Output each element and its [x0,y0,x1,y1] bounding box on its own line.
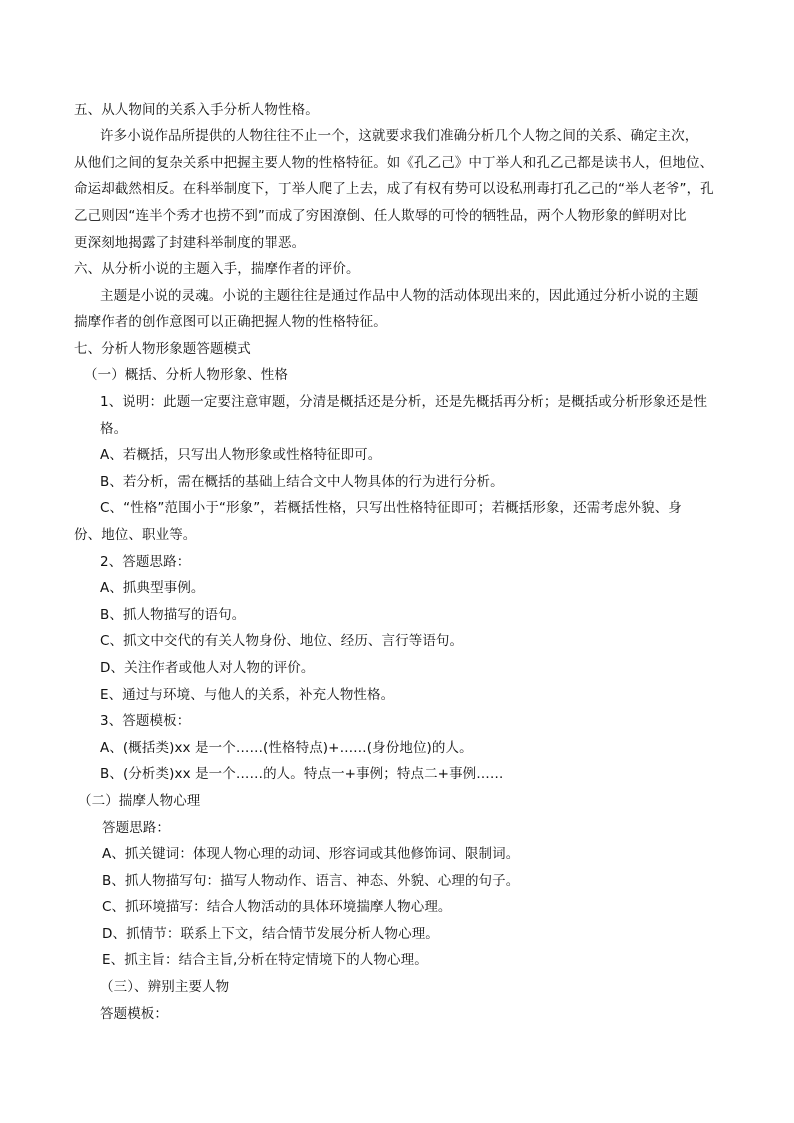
list-item: A、抓关键词：体现人物心理的动词、形容词或其他修饰词、限制词。 [102,846,520,862]
list-item: D、关注作者或他人对人物的评价。 [100,660,315,676]
list-item: A、抓典型事例。 [100,580,205,596]
list-item: E、通过与环境、与他人的关系，补充人物性格。 [100,687,395,703]
list-item: B、(分析类)xx 是一个……的人。特点一+事例；特点二+事例…… [100,766,504,782]
paragraph-line: 揣摩作者的创作意图可以正确把握人物的性格特征。 [74,314,387,330]
list-item: C、抓文中交代的有关人物身份、地位、经历、言行等语句。 [100,633,464,649]
subsection-heading-three: （三）、辨别主要人物 [100,979,230,995]
list-item: E、抓主旨：结合主旨,分析在特定情境下的人物心理。 [102,952,428,968]
paragraph-line: 更深刻地揭露了封建科举制度的罪恶。 [74,235,306,251]
section-heading-five: 五、从人物间的关系入手分析人物性格。 [74,102,319,118]
paragraph-line: 主题是小说的灵魂。小说的主题往往是通过作品中人物的活动体现出来的，因此通过分析小说的主题 [100,288,699,304]
section-heading-seven: 七、分析人物形象题答题模式 [74,341,251,357]
paragraph-line: 格。 [100,421,128,437]
subsection-heading-two: （二）揣摩人物心理 [78,793,201,809]
section-heading-six: 六、从分析小说的主题入手，揣摩作者的评价。 [74,261,360,277]
list-item: B、抓人物描写的语句。 [100,607,246,623]
list-item: A、(概括类)xx 是一个……(性格特点)+……(身份地位)的人。 [100,740,473,756]
list-heading: 答题思路： [102,820,170,836]
paragraph-line: 许多小说作品所提供的人物往往不止一个，这就要求我们准确分析几个人物之间的关系、确定主次， [100,128,699,144]
list-item: A、若概括，只写出人物形象或性格特征即可。 [100,447,382,463]
paragraph-line: 乙己则因“连半个秀才也捞不到”而成了穷困潦倒、任人欺辱的可怜的牺牲品，两个人物形象的鲜明对比 [74,208,687,224]
paragraph-line: 份、地位、职业等。 [74,527,197,543]
list-item: C、抓环境描写：结合人物活动的具体环境揣摩人物心理。 [102,899,452,915]
paragraph-line: 命运却截然相反。在科举制度下，丁举人爬了上去，成了有权有势可以设私刑毒打孔乙己的“举人老爷”，孔 [74,181,714,197]
list-item: B、若分析，需在概括的基础上结合文中人物具体的行为进行分析。 [100,474,504,490]
subsection-heading-one: （一）概括、分析人物形象、性格 [84,367,288,383]
list-heading: 答题模板： [100,1006,168,1022]
paragraph-line: 从他们之间的复杂关系中把握主要人物的性格特征。如《孔乙己》中丁举人和孔乙己都是读书人，但地位、 [74,155,714,171]
list-item: D、抓情节：联系上下文，结合情节发展分析人物心理。 [102,926,439,942]
list-item: C、“性格”范围小于“形象”，若概括性格，只写出性格特征即可；若概括形象，还需考虑外貌、身 [100,500,682,516]
list-heading: 2、答题思路： [100,554,191,570]
paragraph-line: 1、说明：此题一定要注意审题，分清是概括还是分析，还是先概括再分析；是概括或分析形象还是性 [100,394,708,410]
list-item: B、抓人物描写句：描写人物动作、语言、神态、外貌、心理的句子。 [102,873,520,889]
list-heading: 3、答题模板： [100,713,191,729]
